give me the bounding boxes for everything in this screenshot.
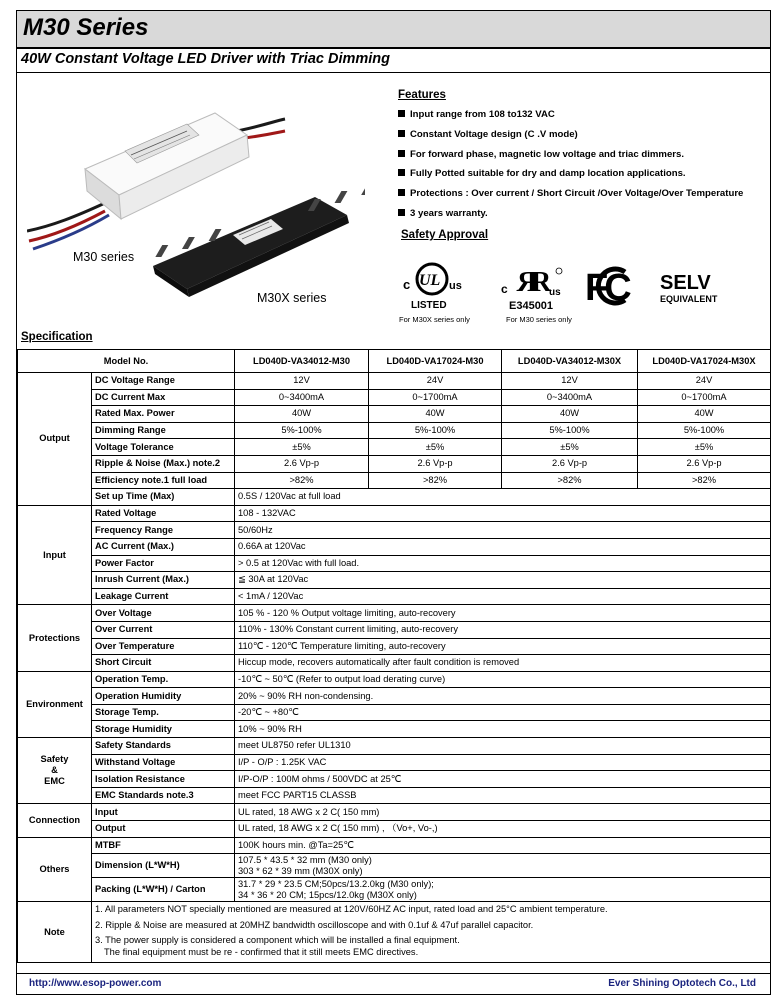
param-label: Over Current [92, 621, 235, 638]
table-row [18, 688, 771, 705]
table-row [18, 771, 771, 788]
param-label: Operation Temp. [92, 671, 235, 688]
value-cell: ≦ 30A at 120Vac [235, 572, 771, 589]
param-label: Inrush Current (Max.) [92, 572, 235, 589]
param-label: Storage Temp. [92, 704, 235, 721]
website-link[interactable]: http://www.esop-power.com [29, 978, 162, 989]
table-row [18, 538, 771, 555]
model-header: LD040D-VA34012-M30X [502, 350, 638, 373]
value-line: 303 * 62 * 39 mm (M30X only) [238, 865, 363, 876]
title-bar [17, 11, 770, 49]
value-cell: >82% [502, 472, 638, 489]
value-cell: 40W [638, 406, 771, 423]
table-row [18, 522, 771, 539]
category-line: Safety [40, 754, 69, 765]
table-row [18, 754, 771, 771]
param-label: MTBF [92, 837, 235, 854]
value-cell: I/P - O/P : 1.25K VAC [235, 754, 771, 771]
notes-cell [92, 902, 771, 963]
value-cell: meet UL8750 refer UL1310 [235, 738, 771, 755]
param-label: Withstand Voltage [92, 754, 235, 771]
category-output: Output [18, 373, 92, 506]
param-label: Dimming Range [92, 422, 235, 439]
table-row [18, 621, 771, 638]
ul-listed-note: For M30X series only [399, 315, 470, 324]
value-cell: 0.5S / 120Vac at full load [235, 489, 771, 506]
value-cell: 24V [369, 373, 502, 390]
value-cell: 2.6 Vp-p [502, 455, 638, 472]
table-row [18, 489, 771, 506]
value-cell: 100K hours min. @Ta=25℃ [235, 837, 771, 854]
table-row [18, 837, 771, 854]
value-cell: 0~1700mA [638, 389, 771, 406]
value-cell: 2.6 Vp-p [235, 455, 369, 472]
value-cell: Hiccup mode, recovers automatically after fault condition is removed [235, 655, 771, 672]
table-header-row [18, 350, 771, 373]
ul-listed-logo [397, 259, 467, 311]
selv-sub: EQUIVALENT [660, 294, 718, 304]
param-label: EMC Standards note.3 [92, 787, 235, 804]
footer [17, 973, 770, 994]
param-label: Isolation Resistance [92, 771, 235, 788]
table-row [18, 902, 771, 963]
value-cell: 5%-100% [638, 422, 771, 439]
value-cell: 10% ~ 90% RH [235, 721, 771, 738]
m30x-caption: M30X series [257, 291, 327, 305]
value-cell: >82% [638, 472, 771, 489]
value-cell: ±5% [502, 439, 638, 456]
m30-caption: M30 series [73, 250, 135, 264]
ur-mark: R [531, 267, 552, 298]
param-label: Rated Max. Power [92, 406, 235, 423]
value-cell: 0~3400mA [502, 389, 638, 406]
value-cell: 0~1700mA [369, 389, 502, 406]
feature-item: Input range from 108 to132 VAC [398, 109, 743, 129]
feature-item: For forward phase, magnetic low voltage and triac dimmers. [398, 149, 743, 169]
divider [17, 72, 770, 73]
value-cell: I/P-O/P : 100M ohms / 500VDC at 25℃ [235, 771, 771, 788]
table-row [18, 655, 771, 672]
value-cell: 108 - 132VAC [235, 505, 771, 522]
m30x-product-photo [135, 171, 365, 301]
param-label: Over Temperature [92, 638, 235, 655]
table-row [18, 505, 771, 522]
ul-recognized-note: For M30 series only [506, 315, 572, 324]
value-cell: 2.6 Vp-p [638, 455, 771, 472]
c-mark: c [501, 282, 508, 296]
table-row [18, 671, 771, 688]
value-cell: 110℃ - 120℃ Temperature limiting, auto-recovery [235, 638, 771, 655]
listed-label: LISTED [411, 300, 447, 311]
table-row [18, 406, 771, 423]
param-label: Leakage Current [92, 588, 235, 605]
page-subtitle: 40W Constant Voltage LED Driver with Triac Dimming [21, 51, 391, 67]
model-label: Model No. [18, 350, 235, 373]
note-item: The final equipment must be re - confirmed that it still meets EMC directives. [104, 946, 419, 957]
value-cell: -20℃ ~ +80℃ [235, 704, 771, 721]
table-row [18, 439, 771, 456]
param-label: Voltage Tolerance [92, 439, 235, 456]
table-row [18, 389, 771, 406]
table-row [18, 821, 771, 838]
feature-item: Constant Voltage design (C .V mode) [398, 129, 743, 149]
model-header: LD040D-VA17024-M30X [638, 350, 771, 373]
table-row [18, 373, 771, 390]
table-row [18, 704, 771, 721]
value-cell: 0.66A at 120Vac [235, 538, 771, 555]
table-row [18, 605, 771, 622]
param-label: Power Factor [92, 555, 235, 572]
param-label: Storage Humidity [92, 721, 235, 738]
table-row [18, 455, 771, 472]
param-label: Ripple & Noise (Max.) note.2 [92, 455, 235, 472]
value-cell: 40W [369, 406, 502, 423]
ul-file-number: E345001 [509, 300, 554, 311]
value-cell: 12V [235, 373, 369, 390]
param-label: Dimension (L*W*H) [92, 854, 235, 878]
table-row [18, 588, 771, 605]
ul-mark: UL [419, 272, 441, 289]
value-cell: 5%-100% [235, 422, 369, 439]
param-label: Operation Humidity [92, 688, 235, 705]
value-cell: >82% [369, 472, 502, 489]
note-item: 3. The power supply is considered a component which will be installed a final equipment. [95, 935, 460, 946]
value-cell: 40W [235, 406, 369, 423]
value-cell: ±5% [369, 439, 502, 456]
us-mark: us [549, 287, 561, 298]
value-cell [235, 878, 771, 902]
category-note: Note [18, 902, 92, 963]
table-row [18, 572, 771, 589]
company-name: Ever Shining Optotech Co., Ltd [608, 978, 756, 989]
value-cell: 105 % - 120 % Output voltage limiting, auto-recovery [235, 605, 771, 622]
table-row [18, 804, 771, 821]
fcc-mark: FC [585, 267, 628, 306]
c-mark: c [403, 277, 411, 292]
value-cell: > 0.5 at 120Vac with full load. [235, 555, 771, 572]
table-row [18, 738, 771, 755]
param-label: Packing (L*W*H) / Carton [92, 878, 235, 902]
us-mark: us [449, 280, 462, 292]
value-cell: >82% [235, 472, 369, 489]
value-cell: meet FCC PART15 CLASSB [235, 787, 771, 804]
value-cell: 40W [502, 406, 638, 423]
note-item: 1. All parameters NOT specially mentioned are measured at 120V/60HZ AC input, rated load and 25°C ambient temperature. [95, 904, 608, 915]
value-cell: ±5% [235, 439, 369, 456]
category-input: Input [18, 505, 92, 605]
table-row [18, 854, 771, 878]
value-cell [235, 854, 771, 878]
selv-logo [657, 269, 737, 305]
fcc-logo [585, 266, 643, 306]
value-cell: 5%-100% [502, 422, 638, 439]
table-row [18, 787, 771, 804]
notes-list [95, 904, 767, 958]
datasheet-frame [16, 10, 771, 995]
table-row [18, 555, 771, 572]
value-cell: -10℃ ~ 50℃ (Refer to output load derating curve) [235, 671, 771, 688]
value-cell: UL rated, 18 AWG x 2 C( 150 mm) , （Vo+, Vo-,) [235, 821, 771, 838]
param-label: Output [92, 821, 235, 838]
param-label: Set up Time (Max) [92, 489, 235, 506]
value-cell: 5%-100% [369, 422, 502, 439]
specification-table [17, 349, 771, 963]
category-environment: Environment [18, 671, 92, 737]
category-protections: Protections [18, 605, 92, 671]
param-label: Efficiency note.1 full load [92, 472, 235, 489]
category-line: EMC [44, 776, 65, 787]
category-others: Others [18, 837, 92, 902]
table-row [18, 721, 771, 738]
value-cell: ±5% [638, 439, 771, 456]
value-cell: 20% ~ 90% RH non-condensing. [235, 688, 771, 705]
specification-title: Specification [21, 331, 93, 343]
table-row [18, 638, 771, 655]
feature-item: 3 years warranty. [398, 208, 743, 228]
param-label: Frequency Range [92, 522, 235, 539]
category-line: & [51, 765, 58, 776]
model-header: LD040D-VA17024-M30 [369, 350, 502, 373]
note-item: 2. Ripple & Noise are measured at 20MHZ bandwidth oscilloscope and with 0.1uf & 47uf parallel capacitor. [95, 919, 534, 930]
selv-mark: SELV [660, 272, 711, 294]
feature-item: Protections : Over current / Short Circuit /Over Voltage/Over Temperature [398, 188, 743, 208]
param-label: Rated Voltage [92, 505, 235, 522]
category-connection: Connection [18, 804, 92, 837]
value-cell: 12V [502, 373, 638, 390]
table-row [18, 878, 771, 902]
ur-mark: R [516, 267, 537, 298]
value-cell: 2.6 Vp-p [369, 455, 502, 472]
param-label: Safety Standards [92, 738, 235, 755]
value-cell: UL rated, 18 AWG x 2 C( 150 mm) [235, 804, 771, 821]
table-row [18, 422, 771, 439]
value-line: 34 * 36 * 20 CM; 15pcs/12.0kg (M30X only) [238, 889, 417, 900]
param-label: AC Current (Max.) [92, 538, 235, 555]
safety-approval-title: Safety Approval [401, 229, 489, 241]
category-safety-emc [18, 738, 92, 804]
param-label: Input [92, 804, 235, 821]
feature-item: Fully Potted suitable for dry and damp location applications. [398, 168, 743, 188]
value-line: 31.7 * 29 * 23.5 CM;50pcs/13.2.0kg (M30 only); [238, 879, 434, 890]
param-label: DC Voltage Range [92, 373, 235, 390]
table-row [18, 472, 771, 489]
value-cell: < 1mA / 120Vac [235, 588, 771, 605]
page-title: M30 Series [23, 14, 149, 41]
param-label: Over Voltage [92, 605, 235, 622]
features-title: Features [398, 89, 446, 101]
param-label: Short Circuit [92, 655, 235, 672]
ul-recognized-logo [497, 261, 567, 311]
value-cell: 24V [638, 373, 771, 390]
model-header: LD040D-VA34012-M30 [235, 350, 369, 373]
value-cell: 110% - 130% Constant current limiting, auto-recovery [235, 621, 771, 638]
value-cell: 50/60Hz [235, 522, 771, 539]
features-list [398, 109, 743, 228]
value-line: 107.5 * 43.5 * 32 mm (M30 only) [238, 855, 372, 866]
param-label: DC Current Max [92, 389, 235, 406]
value-cell: 0~3400mA [235, 389, 369, 406]
